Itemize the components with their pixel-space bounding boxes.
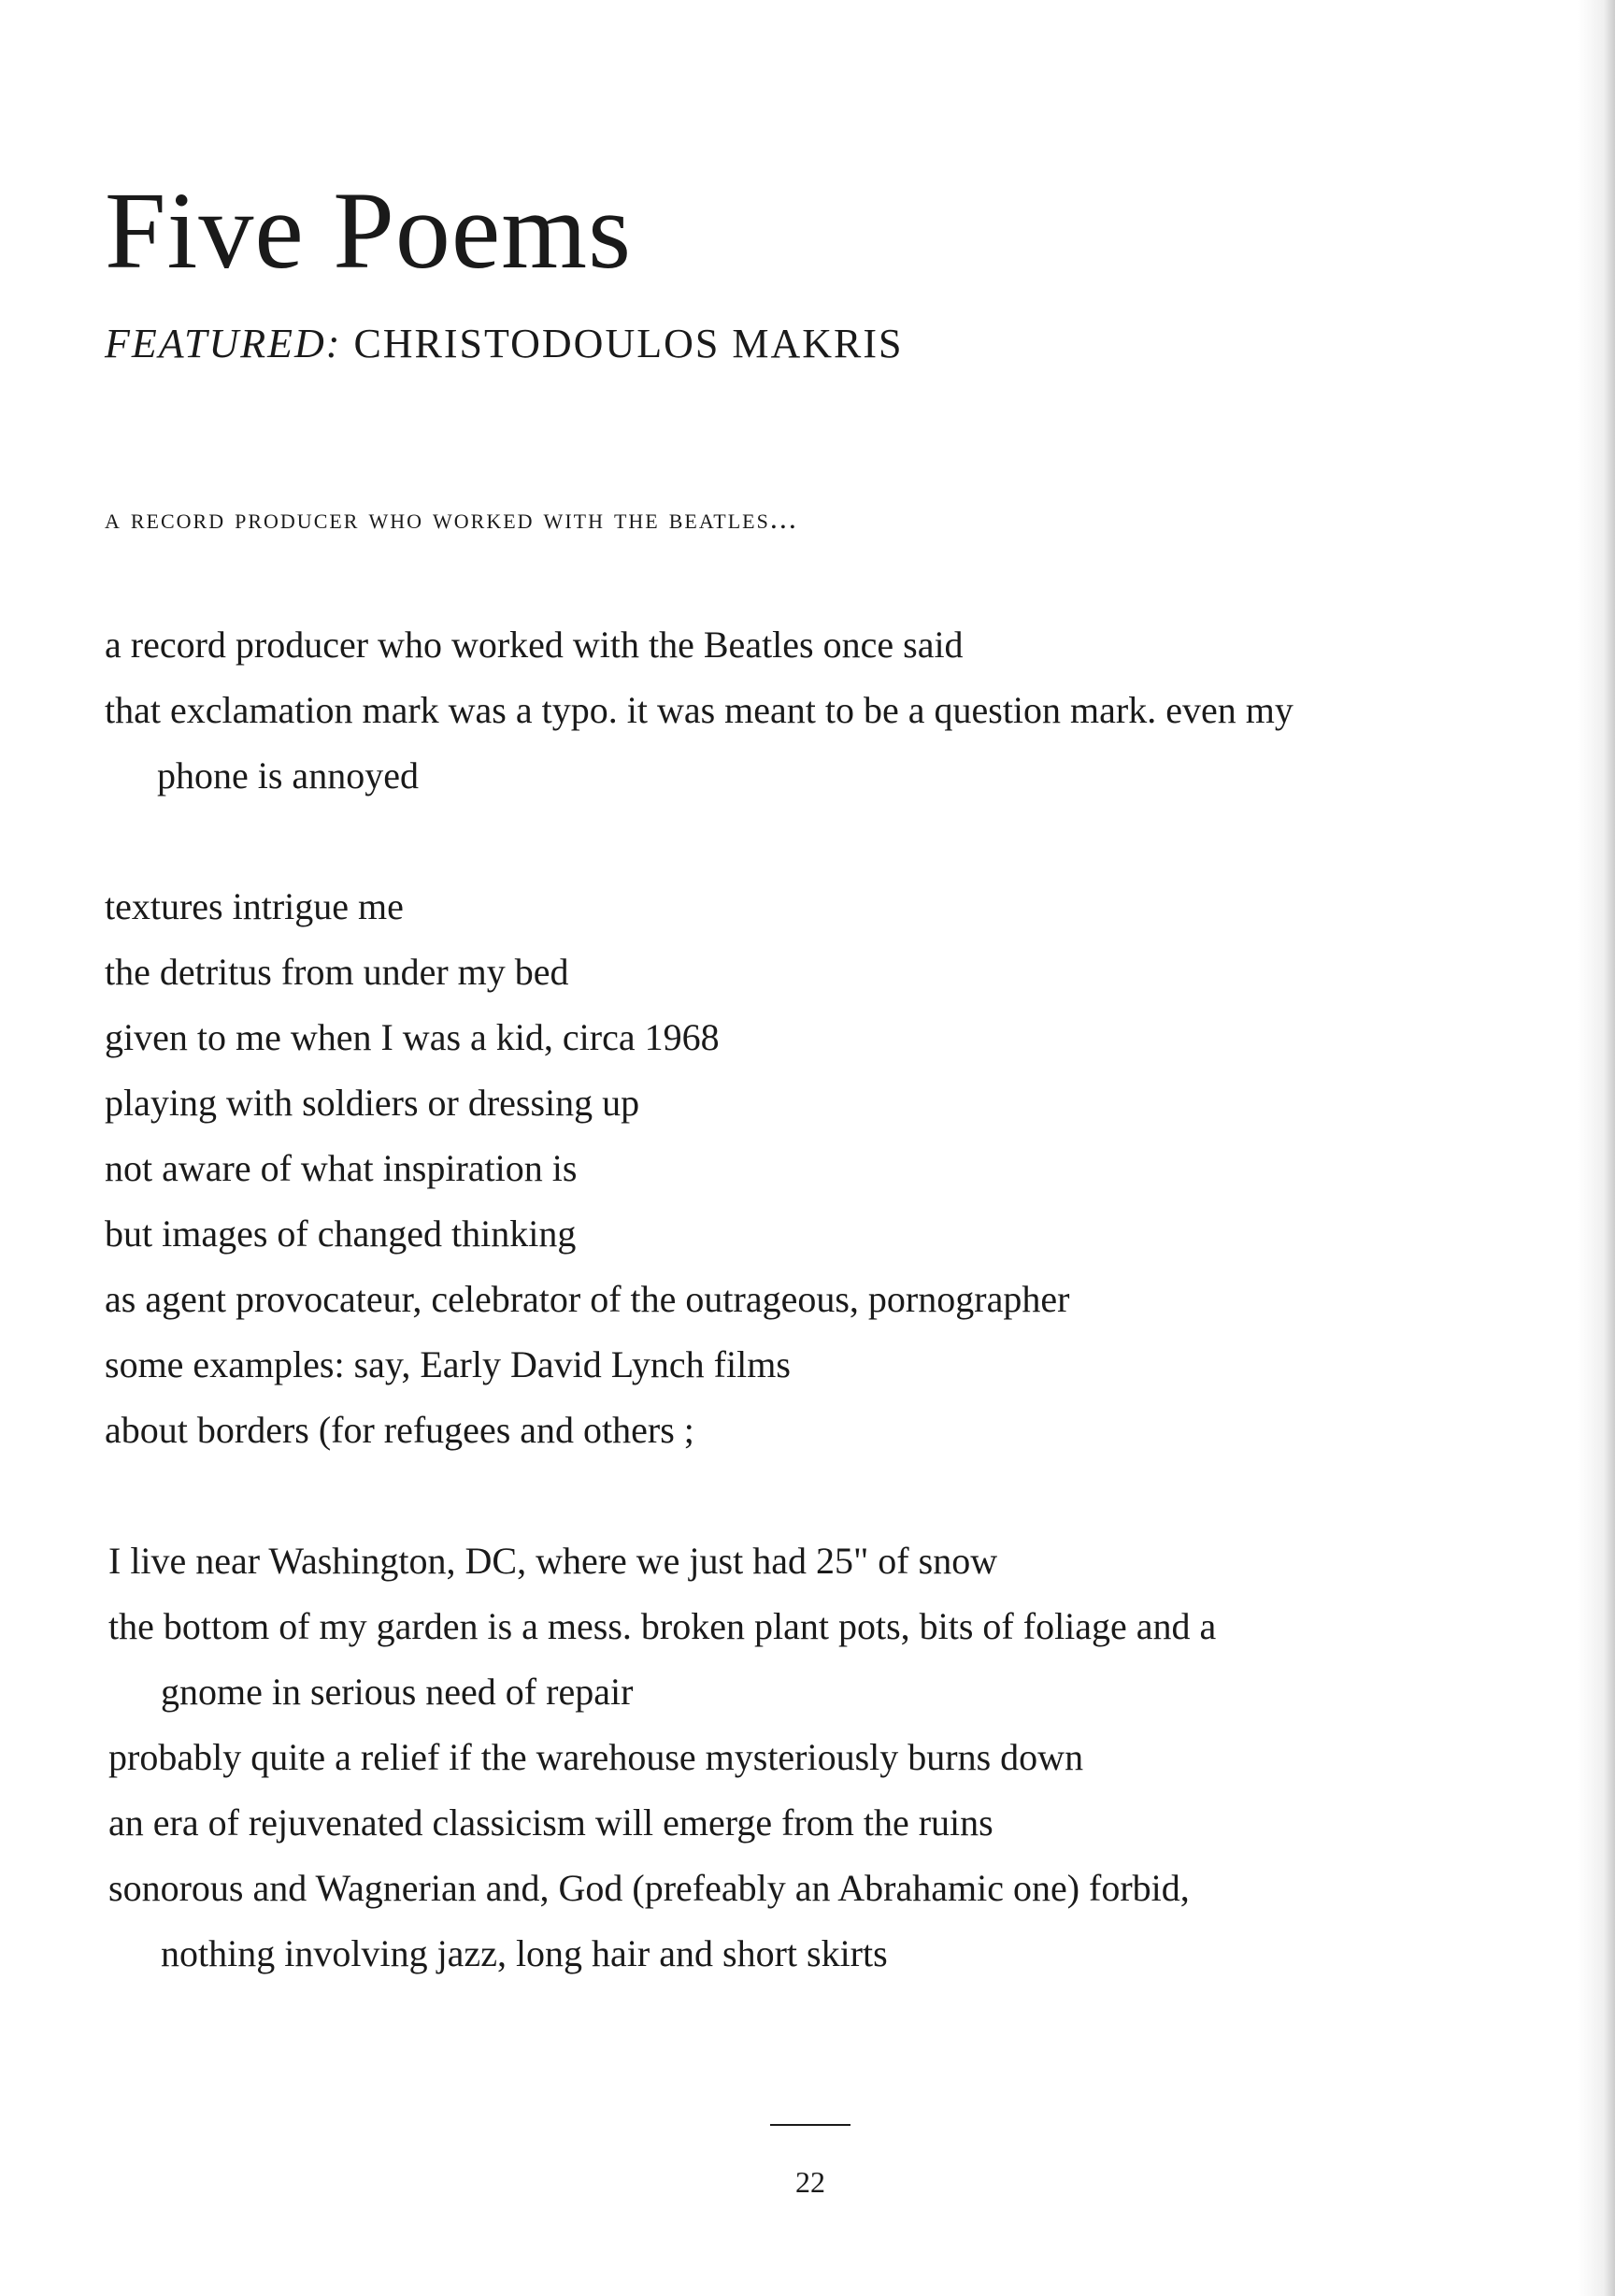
poem-line: not aware of what inspiration is <box>105 1147 578 1189</box>
poem-line: the detritus from under my bed <box>105 951 569 993</box>
byline-label: FEATURED: <box>105 321 342 366</box>
poem-line: given to me when I was a kid, circa 1968 <box>105 1016 720 1058</box>
page-number-rule <box>770 2124 850 2126</box>
stanza-2 <box>105 874 1488 1463</box>
poem-line: a record producer who worked with the Beatles once said <box>105 624 964 666</box>
poem-line: probably quite a relief if the warehouse mysteriously burns down <box>108 1736 1084 1778</box>
poem-line: I live near Washington, DC, where we just had 25" of snow <box>108 1540 998 1582</box>
page-edge-shadow <box>1578 0 1615 2296</box>
poem-line: an era of rejuvenated classicism will emerge from the ruins <box>108 1801 993 1844</box>
poem-line: but images of changed thinking <box>105 1213 577 1255</box>
page-title: Five Poems <box>105 169 632 292</box>
page-number: 22 <box>795 2165 825 2199</box>
poem-line-continuation: phone is annoyed <box>157 754 419 796</box>
poem-line: the bottom of my garden is a mess. broken plant pots, bits of foliage and a <box>108 1605 1217 1647</box>
poem-line: as agent provocateur, celebrator of the outrageous, pornographer <box>105 1278 1070 1320</box>
poem-line-continuation: gnome in serious need of repair <box>161 1671 634 1713</box>
byline-author: CHRISTODOULOS MAKRIS <box>353 321 904 366</box>
poem-heading: a record producer who worked with the beatles... <box>105 501 798 535</box>
poem-line: textures intrigue me <box>105 885 404 927</box>
poem-line: about borders (for refugees and others ; <box>105 1409 694 1451</box>
poem-line: that exclamation mark was a typo. it was meant to be a question mark. even my <box>105 689 1293 731</box>
stanza-1 <box>105 612 1488 809</box>
poem-line: sonorous and Wagnerian and, God (prefeably an Abrahamic one) forbid, <box>108 1867 1190 1909</box>
poem-line-continuation: nothing involving jazz, long hair and short skirts <box>161 1932 888 1974</box>
poem-line: playing with soldiers or dressing up <box>105 1082 640 1124</box>
stanza-3 <box>108 1528 1492 1987</box>
poem-line: some examples: say, Early David Lynch films <box>105 1343 791 1385</box>
byline <box>105 323 903 365</box>
